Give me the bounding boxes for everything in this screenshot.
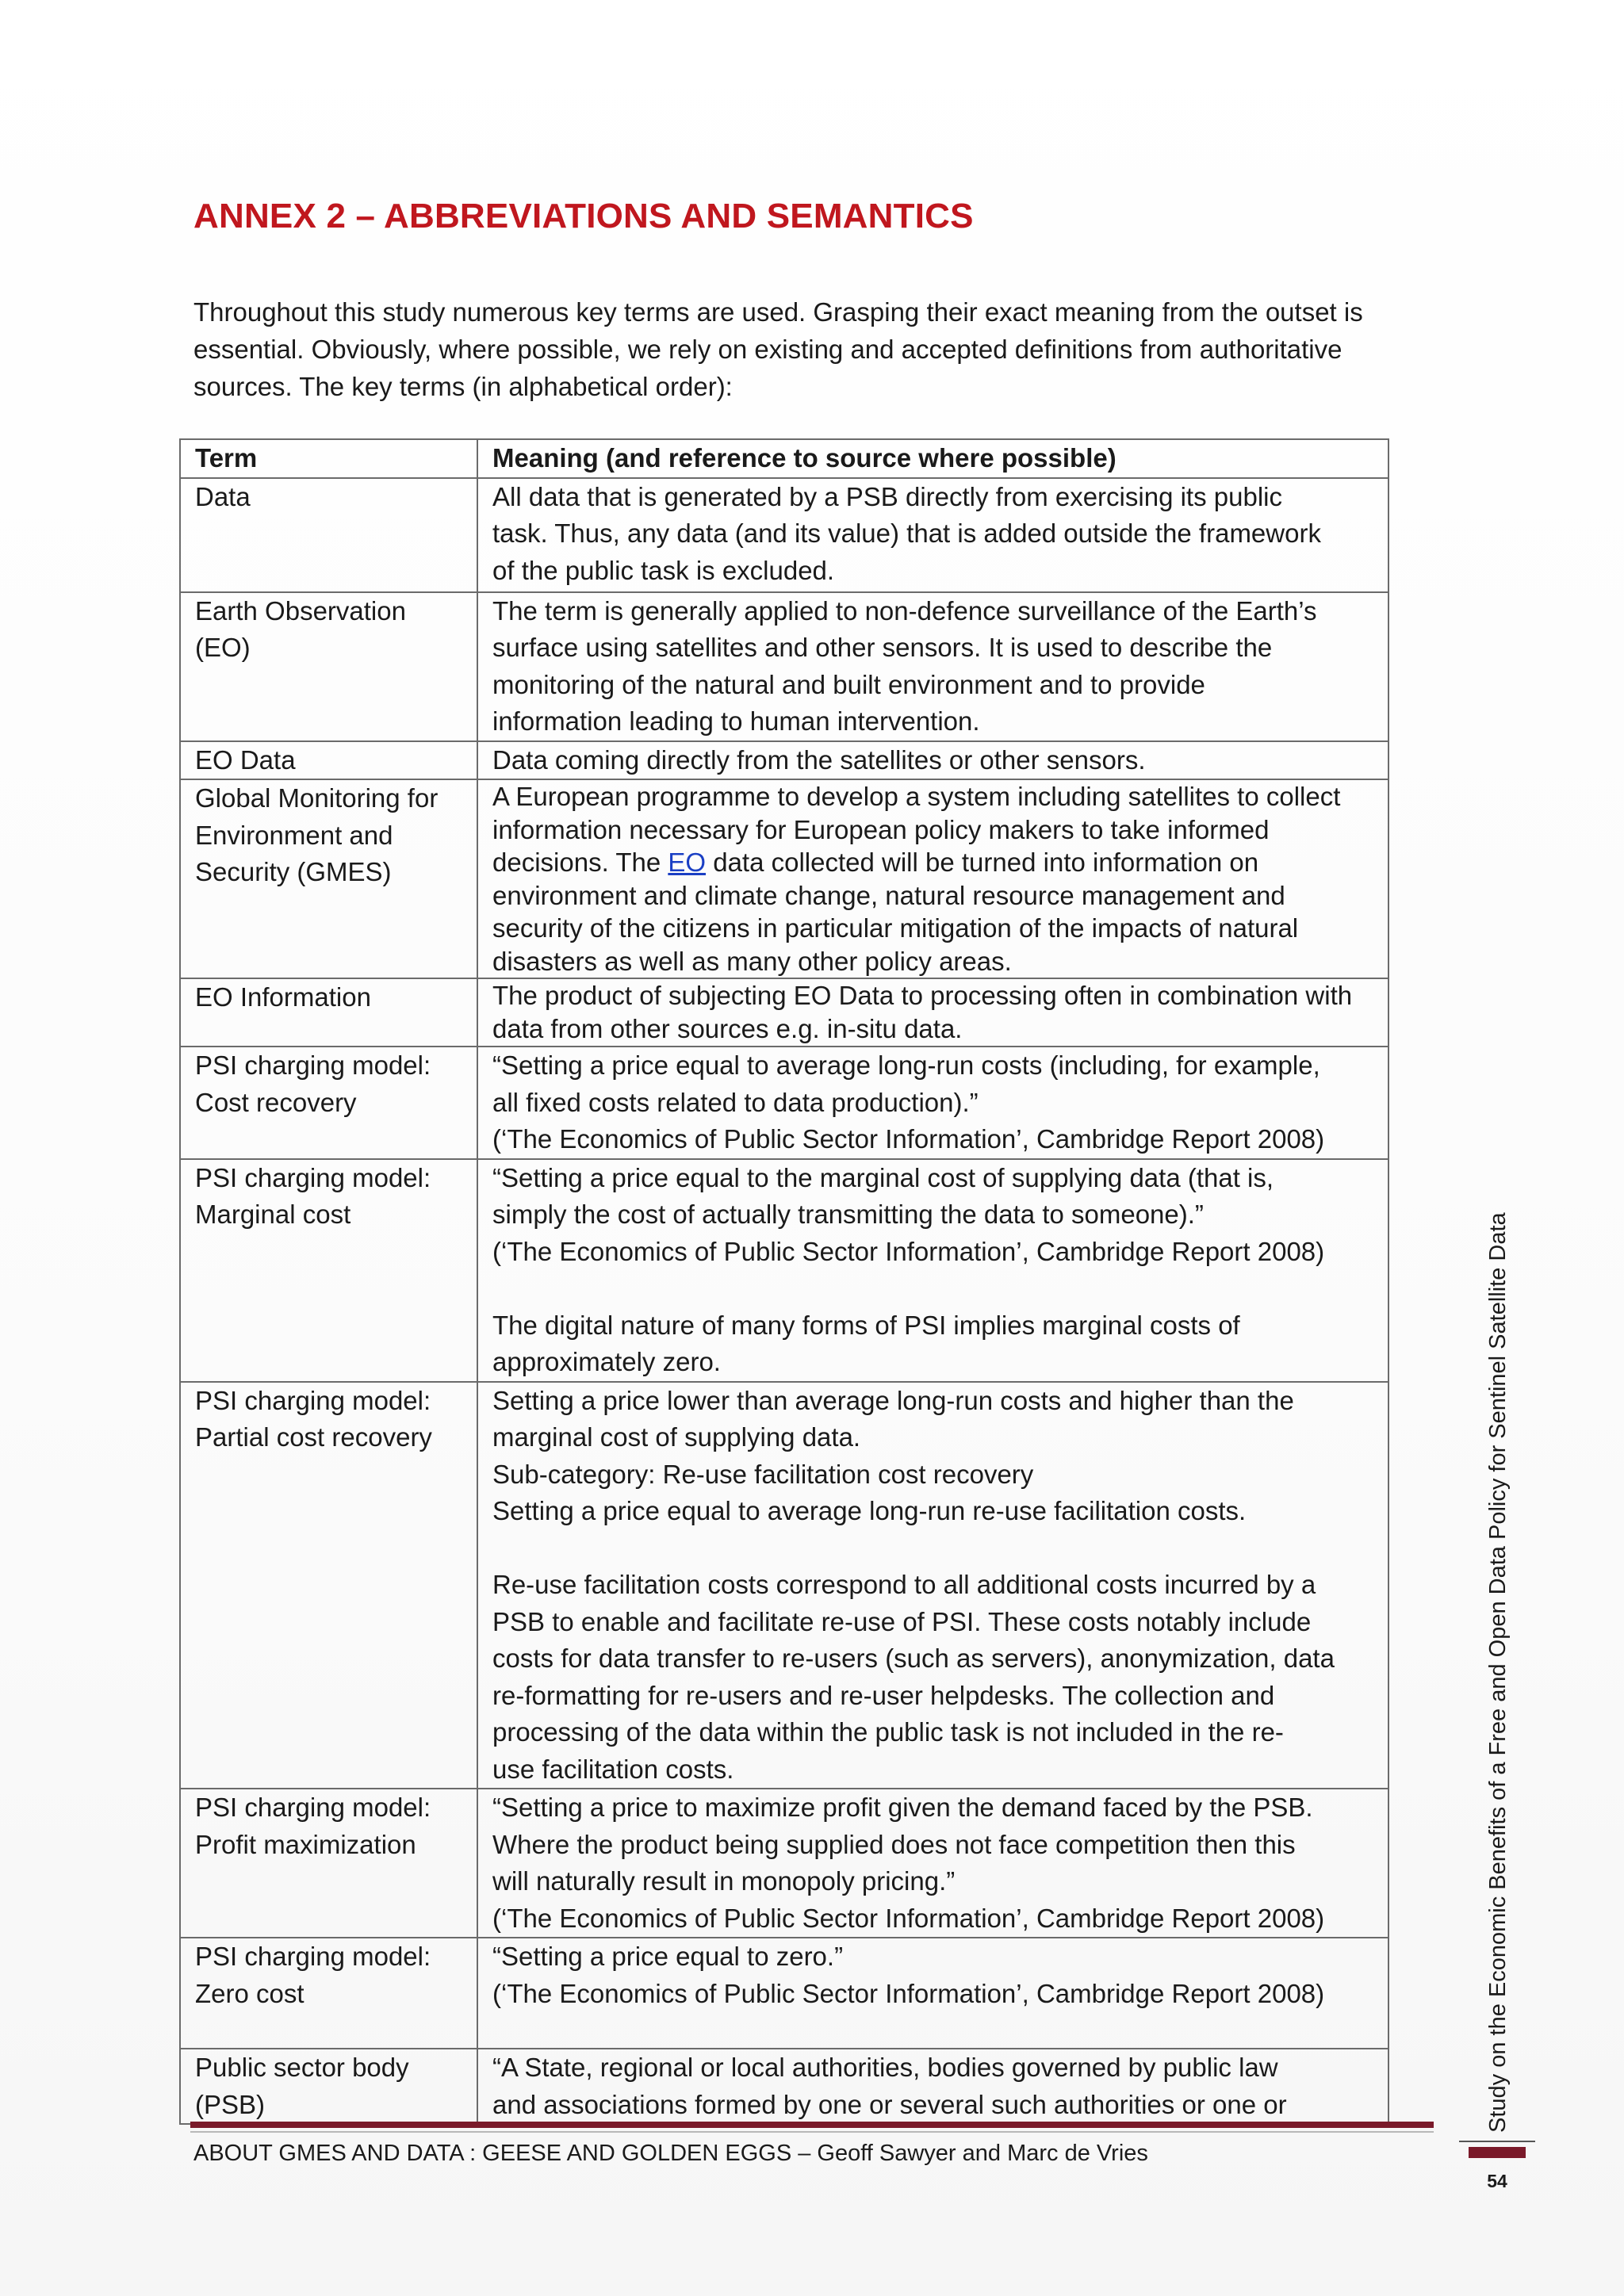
intro-paragraph	[193, 293, 1446, 405]
term-text: PSI charging model:	[195, 1942, 431, 1971]
meaning-line: “Setting a price equal to zero.”	[492, 1942, 844, 1971]
term-cell	[180, 1789, 477, 1938]
term-text: Public sector body	[195, 2053, 409, 2082]
meaning-line: will naturally result in monopoly pricing.”	[492, 1866, 956, 1896]
meaning-line: “A State, regional or local authorities, bodies governed by public law	[492, 2053, 1278, 2082]
meaning-line: surface using satellites and other sensors. It is used to describe the	[492, 633, 1273, 662]
meaning-line: The term is generally applied to non-defence surveillance of the Earth’s	[492, 595, 1317, 626]
term-text: Marginal cost	[195, 1200, 351, 1229]
term-text: (EO)	[195, 633, 251, 662]
header-meaning: Meaning (and reference to source where possible)	[477, 439, 1388, 478]
footer-rule-thin	[190, 2131, 1434, 2133]
meaning-line: Sub-category: Re-use facilitation cost recovery	[492, 1459, 1034, 1489]
meaning-line: “Setting a price to maximize profit given the demand faced by the PSB.	[492, 1793, 1313, 1822]
meaning-cell	[477, 478, 1388, 592]
table-row	[180, 1789, 1388, 1938]
meaning-cell	[477, 1382, 1388, 1789]
meaning-cell	[477, 2049, 1388, 2124]
paragraph-gap	[492, 1270, 1378, 1307]
term-text: Partial cost recovery	[195, 1422, 432, 1452]
meaning-cell	[477, 1789, 1388, 1938]
term-cell	[180, 1938, 477, 2049]
term-text: Earth Observation	[195, 595, 406, 626]
meaning-cell	[477, 1938, 1388, 2049]
meaning-text: The product of subjecting EO Data to processing often in combination with data from other sources e.g. in-situ data.	[492, 981, 1353, 1043]
meaning-line: and associations formed by one or several such authorities or one or	[492, 2089, 1287, 2119]
meaning-line: PSB to enable and facilitate re-use of PSI. These costs notably include	[492, 1606, 1312, 1636]
table-row	[180, 978, 1388, 1047]
meaning-line: (‘The Economics of Public Sector Information’, Cambridge Report 2008)	[492, 1236, 1325, 1266]
meaning-line: costs for data transfer to re-users (such as servers), anonymization, data	[492, 1644, 1335, 1673]
meaning-line: simply the cost of actually transmitting the data to someone).”	[492, 1200, 1204, 1229]
table-row	[180, 1159, 1388, 1382]
meaning-cell	[477, 741, 1388, 780]
term-cell	[180, 1047, 477, 1159]
intro-line: Throughout this study numerous key terms are used. Grasping their exact meaning from the outset is	[193, 297, 1363, 327]
term-text: Environment and	[195, 820, 393, 850]
table-row	[180, 2049, 1388, 2124]
side-title-container	[1474, 1142, 1522, 2133]
term-text: Data	[195, 481, 251, 511]
meaning-cell	[477, 779, 1388, 978]
meaning-text: data collected will be turned into information on environment and climate change, natural resource management and security of the citizens in particular mitigation of the impacts of natural disasters as well as many other policy areas.	[492, 848, 1299, 976]
table-row	[180, 741, 1388, 780]
table-header-row	[180, 439, 1388, 478]
meaning-line: The digital nature of many forms of PSI implies marginal costs of	[492, 1310, 1240, 1340]
meaning-cell	[477, 1047, 1388, 1159]
table-row	[180, 1938, 1388, 2049]
footer-text: ABOUT GMES AND DATA : GEESE AND GOLDEN EGGS – Geoff Sawyer and Marc de Vries	[193, 2141, 1148, 2166]
term-text: Cost recovery	[195, 1087, 357, 1117]
annex-title: ANNEX 2 – ABBREVIATIONS AND SEMANTICS	[193, 197, 974, 235]
term-cell	[180, 478, 477, 592]
term-cell	[180, 978, 477, 1047]
terms-table	[179, 438, 1389, 2125]
term-cell	[180, 2049, 477, 2124]
term-cell	[180, 592, 477, 741]
table-row	[180, 592, 1388, 741]
meaning-line: Where the product being supplied does not face competition then this	[492, 1829, 1296, 1859]
meaning-line: use facilitation costs.	[492, 1754, 734, 1784]
term-cell	[180, 1159, 477, 1382]
meaning-line: monitoring of the natural and built environment and to provide	[492, 669, 1205, 699]
table-row	[180, 1382, 1388, 1789]
term-text: PSI charging model:	[195, 1050, 431, 1080]
meaning-line: (‘The Economics of Public Sector Information’, Cambridge Report 2008)	[492, 1124, 1325, 1154]
meaning-line: task. Thus, any data (and its value) that is added outside the framework	[492, 519, 1321, 548]
meaning-line: approximately zero.	[492, 1347, 721, 1376]
page-number: 54	[1487, 2171, 1507, 2191]
meaning-line: Re-use facilitation costs correspond to all additional costs incurred by a	[492, 1570, 1316, 1599]
term-text: PSI charging model:	[195, 1793, 431, 1822]
meaning-cell	[477, 592, 1388, 741]
meaning-line: (‘The Economics of Public Sector Information’, Cambridge Report 2008)	[492, 1903, 1325, 1933]
meaning-line: (‘The Economics of Public Sector Information’, Cambridge Report 2008)	[492, 1978, 1325, 2008]
term-cell	[180, 779, 477, 978]
footer-rule	[190, 2122, 1434, 2128]
page-number-rule	[1459, 2141, 1535, 2142]
term-text: (PSB)	[195, 2089, 266, 2119]
table-row	[180, 779, 1388, 978]
intro-line: sources. The key terms (in alphabetical order):	[193, 372, 733, 401]
table-row	[180, 478, 1388, 592]
meaning-line: of the public task is excluded.	[492, 555, 835, 585]
term-cell	[180, 741, 477, 780]
term-text: EO Information	[195, 982, 371, 1012]
term-text: Security (GMES)	[195, 857, 392, 886]
page-number-tab	[1469, 2147, 1526, 2158]
meaning-text: A European programme to develop a system including satellites to collect information necessary for European policy makers to take informed decisions. The	[492, 782, 1341, 877]
meaning-line: re-formatting for re-users and re-user helpdesks. The collection and	[492, 1680, 1275, 1710]
term-text: Global Monitoring for	[195, 783, 439, 813]
meaning-line: Data coming directly from the satellites or other sensors.	[492, 744, 1146, 775]
meaning-line: “Setting a price equal to average long-run costs (including, for example,	[492, 1050, 1320, 1080]
meaning-cell	[477, 978, 1388, 1047]
term-text: Profit maximization	[195, 1829, 416, 1859]
term-text: PSI charging model:	[195, 1385, 431, 1415]
table-row	[180, 1047, 1388, 1159]
term-text: PSI charging model:	[195, 1162, 431, 1192]
meaning-line: Setting a price lower than average long-run costs and higher than the	[492, 1385, 1294, 1415]
intro-line: essential. Obviously, where possible, we rely on existing and accepted definitions from authoritative	[193, 335, 1342, 364]
side-title: Study on the Economic Benefits of a Free and Open Data Policy for Sentinel Satellite Data	[1485, 1212, 1511, 2133]
meaning-line: All data that is generated by a PSB directly from exercising its public	[492, 481, 1282, 511]
meaning-line: processing of the data within the public task is not included in the re-	[492, 1717, 1284, 1747]
meaning-line: all fixed costs related to data production).”	[492, 1087, 979, 1117]
meaning-line: Setting a price equal to average long-run re-use facilitation costs.	[492, 1496, 1247, 1525]
term-cell	[180, 1382, 477, 1789]
term-text: Zero cost	[195, 1978, 304, 2008]
meaning-line: information leading to human intervention.	[492, 706, 980, 736]
term-text: EO Data	[195, 744, 296, 775]
meaning-line: marginal cost of supplying data.	[492, 1422, 861, 1452]
header-term: Term	[180, 439, 477, 478]
meaning-line: “Setting a price equal to the marginal cost of supplying data (that is,	[492, 1162, 1274, 1192]
meaning-cell	[477, 1159, 1388, 1382]
eo-link[interactable]: EO	[668, 848, 707, 877]
paragraph-gap	[492, 1530, 1378, 1567]
